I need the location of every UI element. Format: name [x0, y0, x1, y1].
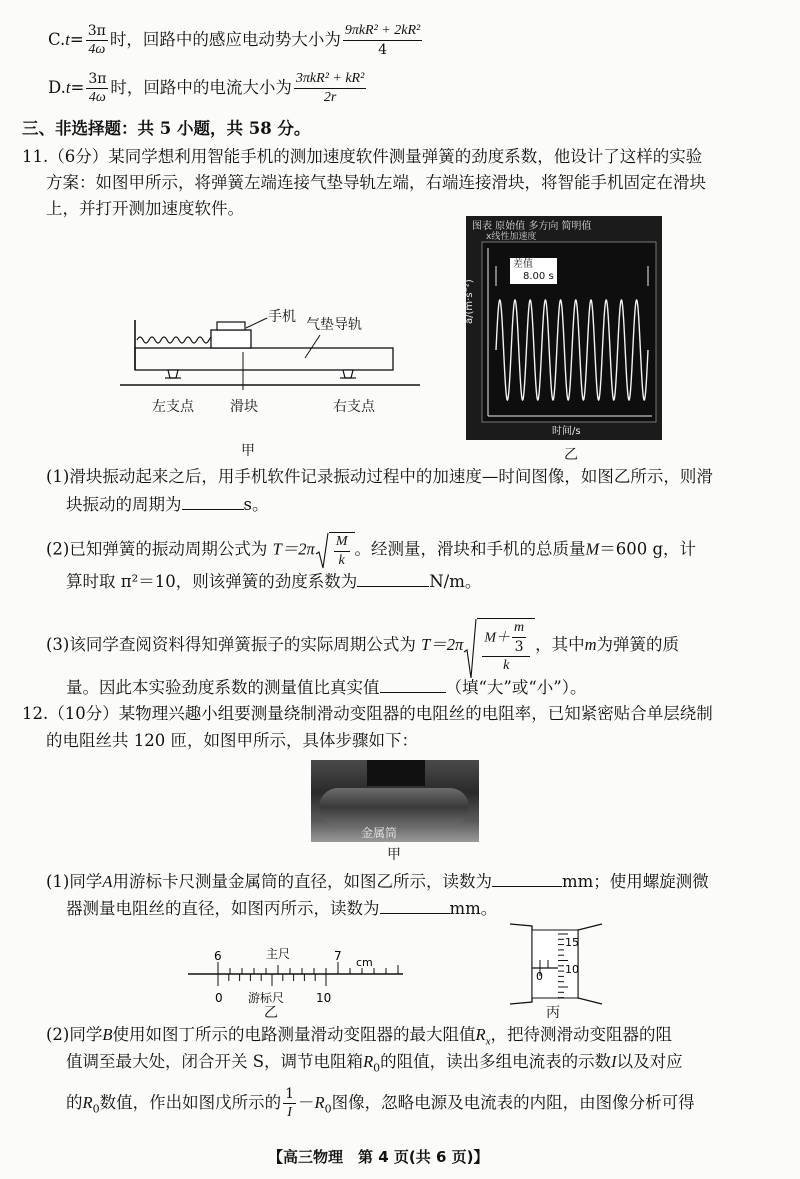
figure-accel-plot [466, 216, 662, 440]
main-tick-7: 7 [334, 949, 342, 963]
diff-value: 8.00 s [523, 271, 554, 282]
q12-part1-line-1: (1)同学A用游标卡尺测量金属筒的直径，如图乙所示，读数为 mm；使用螺旋测微 [46, 872, 709, 891]
sqrt-m-over-k: $\frac{M}{k}$ [315, 532, 355, 568]
diff-box [510, 258, 557, 284]
option-d-time-fraction: $\frac{3\pi}{4\omega}$ [88, 71, 107, 105]
label-phone: 手机 [268, 309, 296, 325]
figure-micrometer [506, 920, 606, 1008]
photo-cylinder [319, 788, 469, 826]
page-footer: 【高三物理 第 4 页(共 6 页)】 [268, 1148, 489, 1166]
figure-vernier-caliper [188, 944, 408, 1014]
label-left-support: 左支点 [152, 399, 194, 415]
caption-jia: 甲 [241, 443, 255, 459]
spring [137, 337, 221, 343]
q12-part2-line-3: 的$R_0$数值，作出如图戊所示的 $\frac{1}{I}$ $-R_0$图像，忽略电源及电流表的内阻，由图像分析可得 [66, 1086, 695, 1120]
right-support-shape [343, 370, 353, 378]
plot-subtitle: x线性加速度 [486, 232, 537, 242]
q11-part1-line-1: (1)滑块振动起来之后，用手机软件记录振动过程中的加速度—时间图像，如图乙所示，则滑 [46, 467, 713, 486]
caption-photo-jia: 甲 [387, 847, 401, 863]
photo-metal-cylinder [311, 760, 479, 842]
main-scale-label: 主尺 [266, 947, 291, 961]
option-d-answer-fraction: $\frac{\text{3πkR² + kR²}}{2r}$ [295, 71, 365, 105]
plot-canvas [466, 216, 662, 440]
q12-stem-line-1: 12.（10分）某物理兴趣小组要测量绕制滑动变阻器的电阻丝的电阻率，已知紧密贴合单层绕制 [22, 704, 713, 723]
option-d-t: t [65, 78, 71, 97]
option-d-letter: D. [48, 78, 66, 97]
caption-vernier: 乙 [264, 1005, 278, 1021]
q11-part2-line-1: (2)已知弹簧的振动周期公式为 T＝2π $\frac{M}{k}$ 。经测量，滑块和手机的总质量M＝600 g，计 [46, 534, 697, 568]
left-support-shape [168, 370, 178, 378]
photo-label: 金属筒 [361, 826, 398, 840]
option-c-eq: = [69, 30, 84, 49]
option-d-eq: = [70, 78, 85, 97]
slider-block [211, 330, 251, 348]
option-d-text: 时，回路中的电流大小为 [110, 78, 292, 97]
phone-pointer [246, 318, 267, 328]
q11-stem-line-1: 11.（6分）某同学想利用智能手机的测加速度软件测量弹簧的劲度系数，他设计了这样的实验 [22, 147, 703, 166]
option-d [48, 68, 368, 108]
option-c-text: 时，回路中的感应电动势大小为 [109, 30, 341, 49]
caption-yi: 乙 [564, 447, 578, 463]
one-over-i-fraction: $\frac{1}{I}$ [285, 1086, 295, 1120]
q12-stem-line-2: 的电阻丝共 120 匝，如图甲所示，具体步骤如下： [46, 731, 418, 750]
option-c-answer-fraction: $\frac{\text{9πkR² + 2kR²}}{4}$ [344, 23, 421, 58]
answer-blank-period[interactable] [182, 493, 244, 510]
label-slider: 滑块 [230, 399, 258, 415]
answer-blank-bigger-smaller[interactable] [380, 676, 446, 693]
section-heading: 三、非选择题：共 5 小题，共 58 分。 [22, 119, 311, 138]
thimble-label-10: 10 [565, 963, 579, 976]
q11-part3-line-2: 量。因此本实验劲度系数的测量值比真实值 （填“大”或“小”）。 [66, 678, 587, 697]
micrometer-frame-right [578, 924, 602, 1004]
phone-shape [217, 322, 245, 330]
option-c [48, 20, 424, 60]
q11-part3-line-1: (3)该同学查阅资料得知弹簧振子的实际周期公式为 T＝2π M＋ $\frac{m}{3}$ k ，其中m为弹簧的质 [46, 618, 679, 673]
vernier-tick-0: 0 [215, 991, 223, 1005]
label-right-support: 右支点 [333, 399, 375, 415]
sleeve-label-0: 0 [536, 970, 543, 983]
plot-y-label: a/(m·s⁻²) [464, 279, 475, 324]
sqrt-actual-period: M＋ $\frac{m}{3}$ k [463, 618, 535, 673]
caption-micrometer: 丙 [546, 1005, 560, 1021]
micrometer-frame-left [510, 924, 532, 1004]
q12-part2-line-1: (2)同学B使用如图丁所示的电路测量滑动变阻器的最大阻值$R_x$，把待测滑动变阻器的阻 [46, 1025, 672, 1048]
q11-part2-line-2: 算时取 π²＝10，则该弹簧的劲度系数为 N/m。 [66, 572, 482, 591]
main-scale-unit: cm [356, 956, 373, 969]
main-tick-6: 6 [214, 949, 222, 963]
option-c-letter: C. [48, 30, 66, 49]
answer-blank-wire-diameter[interactable] [380, 897, 450, 914]
plot-x-label: 时间/s [552, 426, 581, 437]
q11-stem-line-2: 方案：如图甲所示，将弹簧左端连接气垫导轨左端，右端连接滑块，将智能手机固定在滑块 [46, 173, 706, 192]
option-c-time-fraction: $\frac{3\pi}{4\omega}$ [87, 23, 106, 57]
answer-blank-spring-constant[interactable] [357, 570, 429, 587]
track-pointer [305, 335, 320, 358]
answer-blank-cylinder-diameter[interactable] [492, 870, 562, 887]
vernier-scale-label: 游标尺 [248, 991, 285, 1005]
thimble-label-15: 15 [565, 936, 579, 949]
air-track-rail [135, 348, 393, 370]
label-air-track: 气垫导轨 [306, 317, 362, 333]
option-c-t: t [65, 30, 70, 49]
vernier-tick-10: 10 [316, 991, 332, 1005]
q11-stem-line-3: 上，并打开测加速度软件。 [46, 199, 244, 218]
diff-label: 差值 [513, 259, 533, 270]
q12-part1-line-2: 器测量电阻丝的直径，如图丙所示，读数为 mm。 [66, 899, 498, 918]
photo-clamp [367, 760, 425, 786]
vernier-scale-ticks [218, 974, 326, 986]
q12-part2-line-2: 值调至最大处，闭合开关 S，调节电阻箱$R_0$的阻值，读出多组电流表的示数I以及对应 [66, 1052, 683, 1075]
plot-menu-bar: 图表 原始值 多方向 简明值 [472, 221, 592, 232]
q11-part1-line-2: 块振动的周期为 s。 [66, 495, 269, 514]
